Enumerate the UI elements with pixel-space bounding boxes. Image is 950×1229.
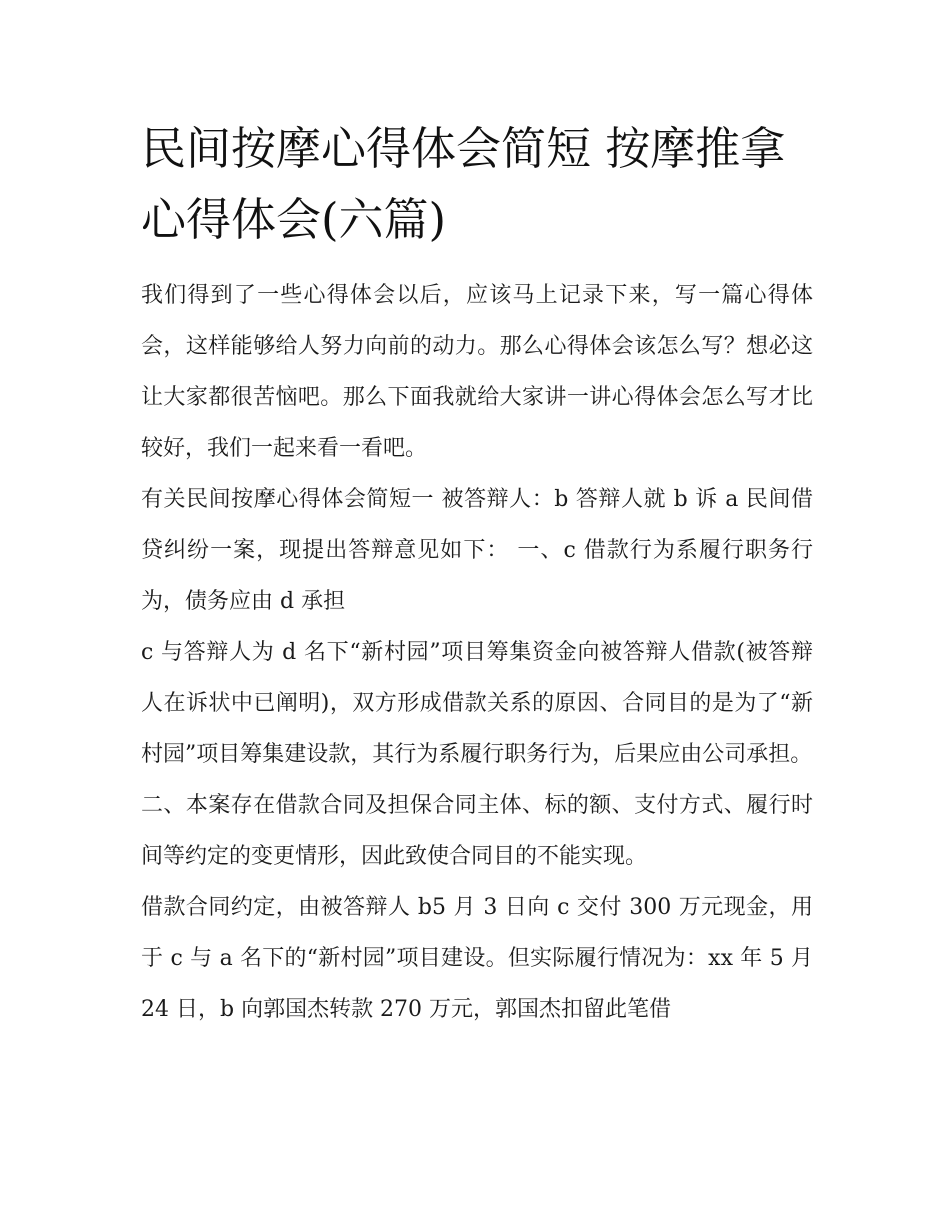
document-body [141, 113, 813, 1035]
paragraph-intro: 我们得到了一些心得体会以后，应该马上记录下来，写一篇心得体会，这样能够给人努力向前的动力。那么心得体会该怎么写？想必这让大家都很苦恼吧。那么下面我就给大家讲一讲心得体会怎么写才比较好，我们一起来看一看吧。 [141, 283, 813, 461]
document-title: 民间按摩心得体会简短 按摩推拿心得体会(六篇) [141, 122, 786, 246]
paragraph-point-two: 二、本案存在借款合同及担保合同主体、标的额、支付方式、履行时间等约定的变更情形，因此致使合同目的不能实现。 [141, 793, 813, 869]
paragraph-defense-opening: 有关民间按摩心得体会简短一 被答辩人：b 答辩人就 b 诉 a 民间借贷纠纷一案，现提出答辩意见如下： 一、c 借款行为系履行职务行为，债务应由 d 承担 [141, 487, 813, 614]
paragraph-list [141, 270, 813, 1035]
paragraph-loan-purpose: c 与答辩人为 d 名下“新村园”项目筹集资金向被答辩人借款(被答辩人在诉状中已阐明)，双方形成借款关系的原因、合同目的是为了“新村园”项目筹集建设款，其行为系履行职务行为，后果应由公司承担。 [141, 640, 813, 767]
paragraph-contract-terms: 借款合同约定，由被答辩人 b5 月 3 日向 c 交付 300 万元现金，用于 c 与 a 名下的“新村园”项目建设。但实际履行情况为：xx 年 5 月 24 日，b 向郭国杰转款 270 万元，郭国杰扣留此笔借 [141, 895, 813, 1022]
